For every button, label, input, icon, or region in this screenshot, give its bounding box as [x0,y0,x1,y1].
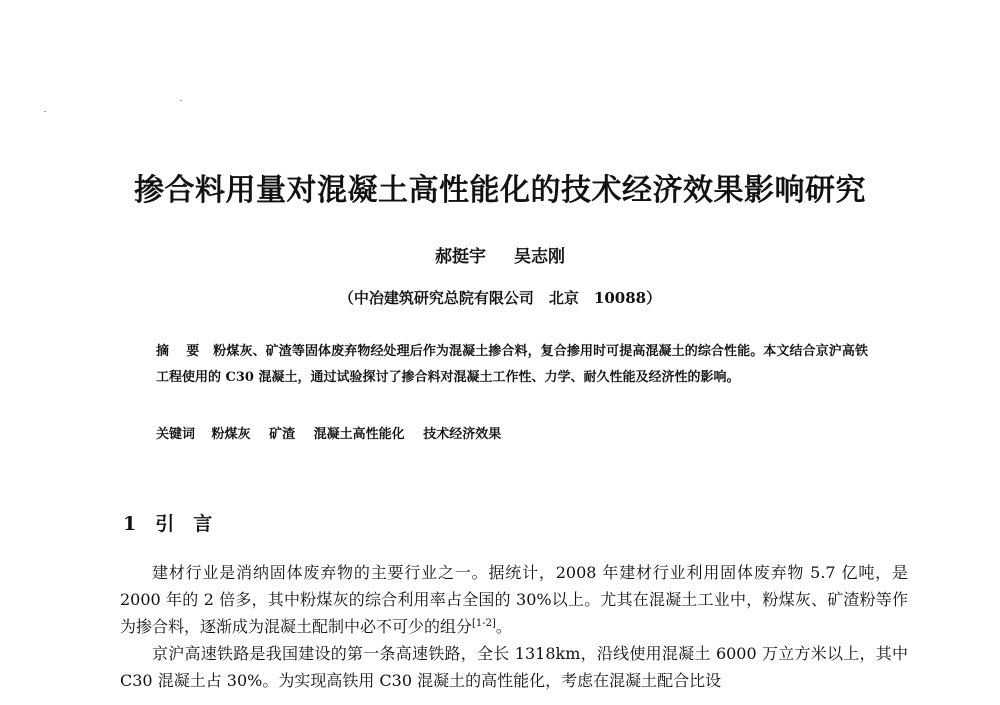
author-name: 郝挺宇 [435,247,487,267]
keyword: 技术经济效果 [423,427,502,442]
keyword: 矿渣 [269,427,296,442]
paragraph-end: 。 [495,617,512,636]
scan-speck [180,100,182,101]
keywords [156,423,515,442]
citation-ref: [1-2] [472,618,496,629]
abstract-label: 摘 要 [156,344,202,359]
paragraph: 京沪高速铁路是我国建设的第一条高速铁路，全长 1318km，沿线使用混凝土 6000 万立方米以上，其中 C30 混凝土占 30%。为实现高铁用 C30 混凝土的高性能化，考虑在混凝土配合比设 [120,644,908,690]
keyword: 粉煤灰 [211,427,251,442]
keywords-label: 关键词 [156,427,196,442]
paragraph-text: 建材行业是消纳固体废弃物的主要行业之一。据统计，2008 年建材行业利用固体废弃物 5.7 亿吨，是 2000 年的 2 倍多，其中粉煤灰的综合利用率占全国的 30%以上。尤其在混凝土工业中，粉煤灰、矿渣粉等作为掺合料，逐渐成为混凝土配制中必不可少的组分 [120,563,908,636]
abstract-text: 粉煤灰、矿渣等固体废弃物经处理后作为混凝土掺合料，复合掺用时可提高混凝土的综合性能。本文结合京沪高铁工程使用的 C30 混凝土，通过试验探讨了掺合料对混凝土工作性、力学、耐久性能及经济性的影响。 [156,344,868,385]
scan-speck [44,111,46,112]
keyword: 混凝土高性能化 [313,427,405,442]
author-name: 吴志刚 [513,247,565,267]
affiliation: （中冶建筑研究总院有限公司 北京 10088） [338,289,662,307]
section-heading: 1 引 言 [123,513,213,535]
authors [0,242,1000,267]
body-text [120,559,908,694]
paragraph [120,559,908,640]
abstract [156,339,868,391]
paper-title: 掺合料用量对混凝土高性能化的技术经济效果影响研究 [134,173,866,208]
